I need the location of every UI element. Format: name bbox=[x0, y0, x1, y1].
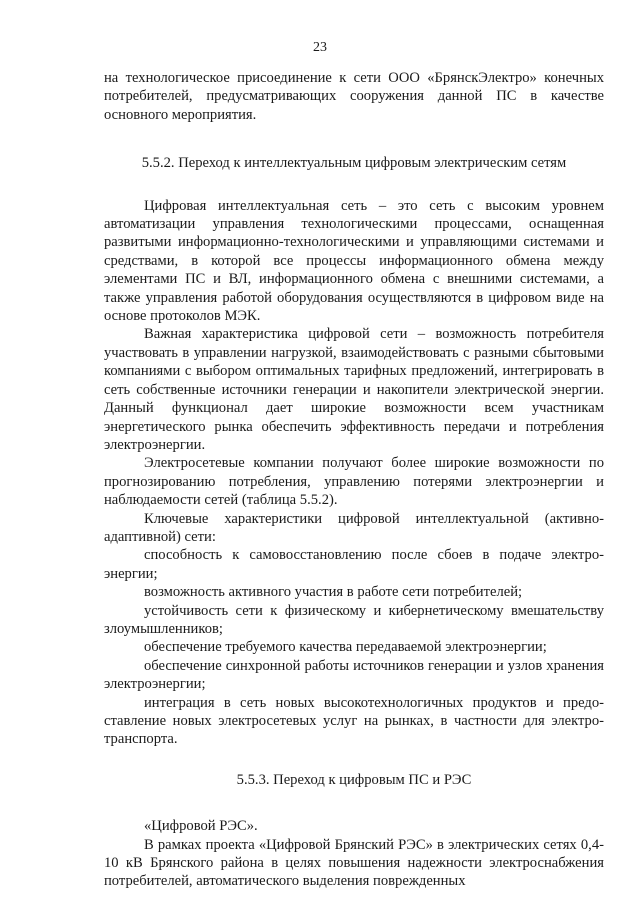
characteristic-item: устойчивость сети к физическому и кибернетическому вмешательству злоумышленников; bbox=[104, 602, 604, 637]
paragraph-digital-bryansk-res: В рамках проекта «Цифровой Брянский РЭС» в электрических сетях 0,4-10 кВ Брянского района в целях повышения надежности электроснабжения потребителей, автоматического выделения поврежденных bbox=[104, 836, 604, 890]
characteristic-item: обеспечение синхронной работы источников генерации и узлов хранения электроэнергии; bbox=[104, 657, 604, 693]
section-heading-5-5-3: 5.5.3. Переход к цифровым ПС и РЭС bbox=[236, 771, 472, 788]
characteristic-item: интеграция в сеть новых высокотехнологичных продуктов и предо-ставление новых электросетевых услуг на рынках, в частности для электро-транспорта. bbox=[104, 694, 604, 748]
page-number: 23 bbox=[313, 40, 327, 55]
paragraph-key-characteristics: Ключевые характеристики цифровой интеллектуальной (активно-адаптивной) сети: bbox=[104, 510, 604, 545]
paragraph-important-characteristic: Важная характеристика цифровой сети – возможность потребителя участвовать в управлении нагрузкой, взаимодействовать с разными сбытовыми компаниями с выбором оптимальных тарифных предложений, интегрировать в сеть собственные источники генерации и накопители электрической энергии. Данный функционал дает широкие возможности всем участникам энергетического рынка обеспечить эффективность передачи и потребления электроэнергии. bbox=[104, 326, 604, 453]
subheading-digital-res: «Цифровой РЭС». bbox=[144, 818, 258, 835]
page-content bbox=[104, 69, 604, 891]
characteristic-item: возможность активного участия в работе сети потребителей; bbox=[144, 584, 523, 601]
paragraph-digital-network-definition: Цифровая интеллектуальная сеть – это сеть с высоким уровнем автоматизации управления технологическими процессами, оснащенная развитыми информационно-технологическими и управляющими системами и средствами, в которой все процессы информационного обмена между элементами ПС и ВЛ, информационного обмена с внешними системами, а также управления работой оборудования осуществляются в цифровом виде на основе протоколов МЭК. bbox=[104, 197, 604, 325]
section-heading-5-5-2: 5.5.2. Переход к интеллектуальным цифровым электрическим сетям bbox=[141, 155, 567, 172]
intro-paragraph: на технологическое присоединение к сети ООО «БрянскЭлектро» конечных потребителей, предусматривающих сооружения данной ПС в качестве основного мероприятия. bbox=[104, 70, 604, 123]
paragraph-grid-companies: Электросетевые компании получают более широкие возможности по прогнозированию потребления, управлению потерями электроэнергии и наблюдаемости сетей (таблица 5.5.2). bbox=[104, 455, 604, 509]
characteristic-item: способность к самовосстановлению после сбоев в подаче электро-энергии; bbox=[104, 547, 604, 582]
characteristic-item: обеспечение требуемого качества передаваемой электроэнергии; bbox=[144, 639, 547, 656]
